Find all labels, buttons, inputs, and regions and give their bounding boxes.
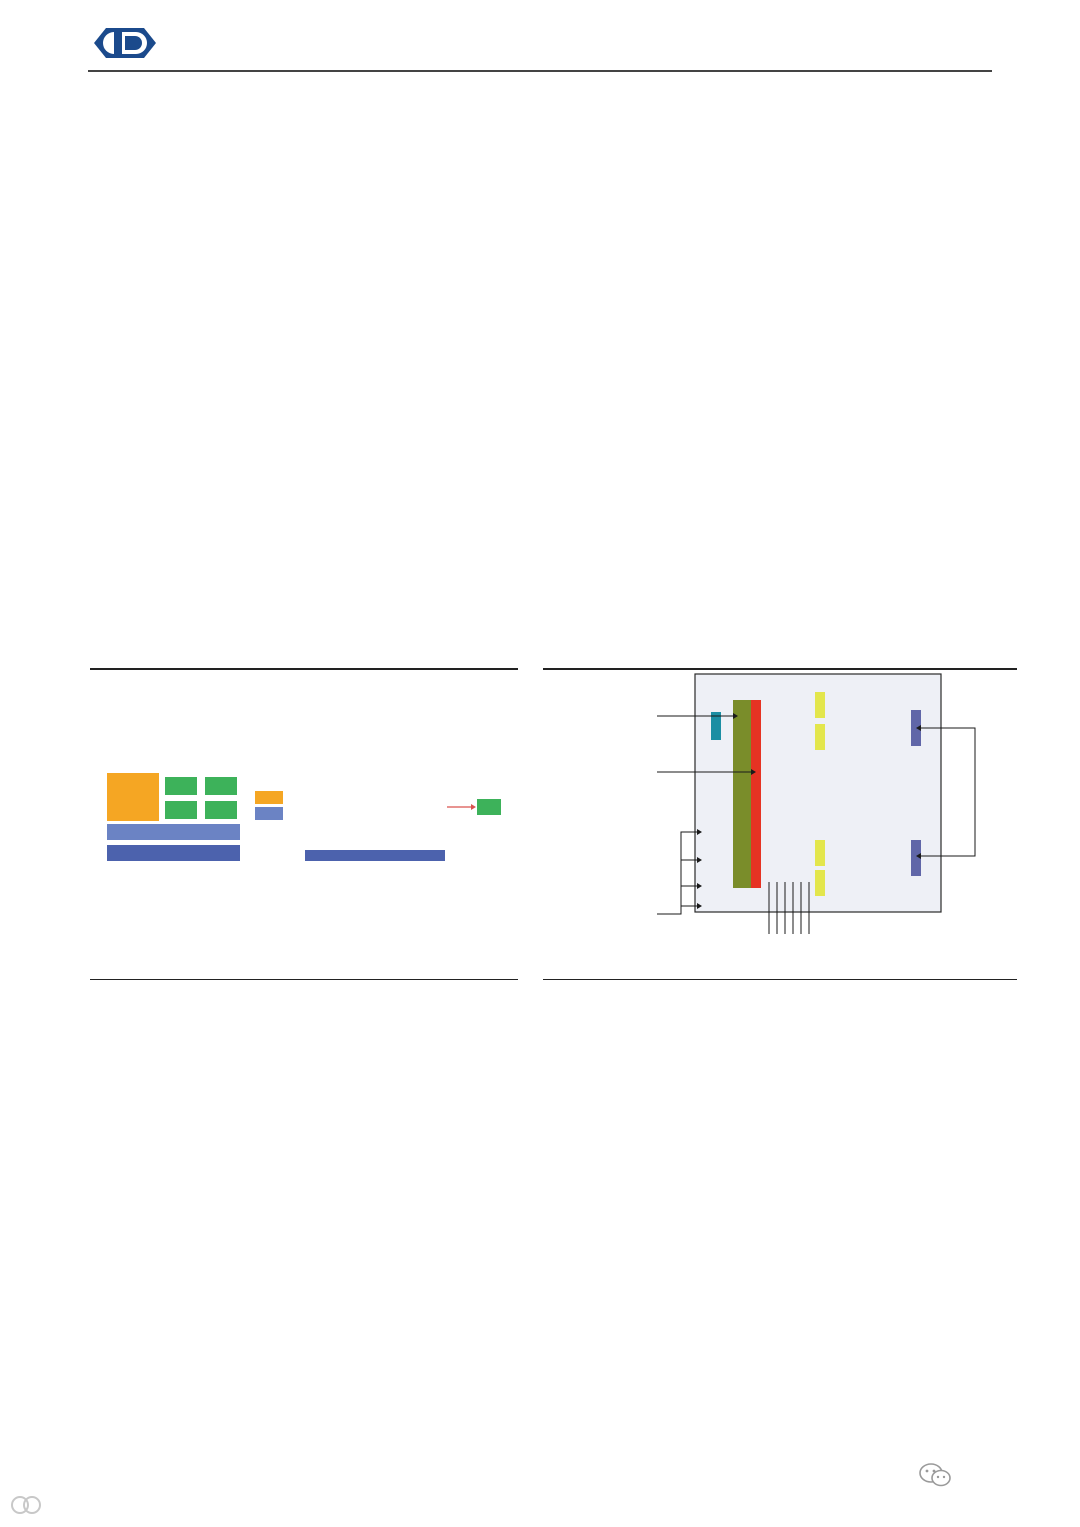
gpu-control-block — [255, 791, 283, 804]
fpga-pll-block — [815, 724, 825, 750]
wechat-icon — [918, 1462, 952, 1494]
cpu-control-block — [107, 773, 159, 821]
company-logo-icon — [92, 24, 158, 62]
fpga-dsp-column — [751, 700, 761, 888]
watermark-left — [10, 1494, 48, 1521]
figure-136-bottom-rule — [543, 979, 1017, 980]
cpu-alu-block — [205, 777, 237, 795]
cpu-gpu-architecture-diagram — [95, 745, 515, 895]
watermark-logo-icon — [10, 1494, 44, 1521]
fpga-pll-block — [815, 870, 825, 896]
gpu-output-arrowhead — [471, 804, 476, 810]
cpu-alu-block — [165, 801, 197, 819]
gpu-cache-block — [255, 807, 283, 820]
cpu-alu-block — [165, 777, 197, 795]
cpu-cache-block — [107, 824, 240, 840]
gpu-output-alu-block — [477, 799, 501, 815]
watermark-right — [918, 1462, 956, 1494]
fpga-architecture-diagram — [545, 672, 1015, 977]
cpu-alu-block — [205, 801, 237, 819]
figure-136-top-rule — [543, 668, 1017, 670]
figure-135-bottom-rule — [90, 979, 518, 980]
gpu-dram-block — [305, 850, 445, 861]
fpga-pll-block — [815, 840, 825, 866]
figure-135-top-rule — [90, 668, 518, 670]
cpu-dram-block — [107, 845, 240, 861]
fpga-ram-column — [733, 700, 753, 888]
header-divider — [88, 70, 992, 72]
fpga-pll-block — [815, 692, 825, 718]
